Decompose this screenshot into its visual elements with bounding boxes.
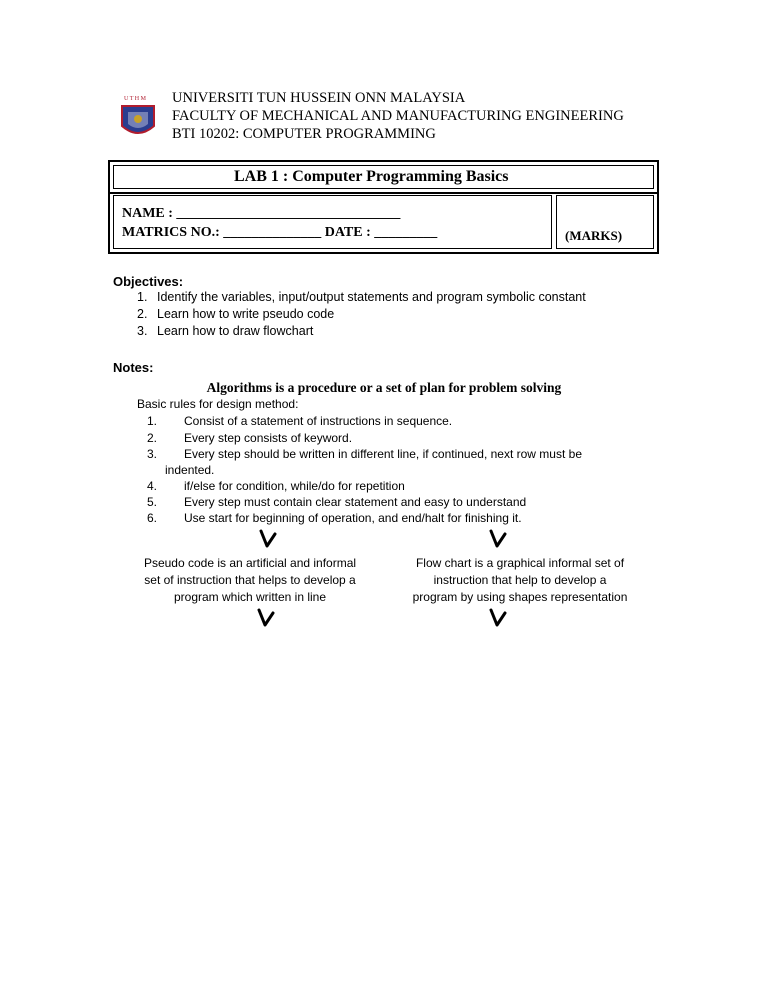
- objective-item: 3. Learn how to draw flowchart: [137, 324, 314, 338]
- objectives-heading: Objectives:: [113, 274, 184, 289]
- lab-title: LAB 1 : Computer Programming Basics: [234, 168, 509, 185]
- rule-item: 5. Every step must contain clear statement and easy to understand: [147, 495, 527, 509]
- course-name: BTI 10202: COMPUTER PROGRAMMING: [172, 126, 436, 142]
- matrics-date-field[interactable]: MATRICS NO.: ______________ DATE : _________: [122, 225, 438, 240]
- student-info-box: [108, 192, 659, 254]
- rule-item: 1. Consist of a statement of instructions in sequence.: [147, 414, 453, 428]
- faculty-name: FACULTY OF MECHANICAL AND MANUFACTURING ENGINEERING: [172, 108, 624, 124]
- arrow-down-icon: [256, 607, 276, 629]
- rule-item: 2. Every step consists of keyword.: [147, 431, 353, 445]
- arrow-down-icon: [488, 607, 508, 629]
- notes-heading: Notes:: [113, 360, 154, 375]
- uthm-logo: [114, 88, 162, 144]
- pseudo-code-description: Pseudo code is an artificial and informal set of instruction that helps to develop a program which written in line: [143, 556, 357, 604]
- arrow-down-icon: [258, 528, 278, 550]
- student-details: [113, 195, 552, 249]
- rule-item: 3. Every step should be written in different line, if continued, next row must be: [147, 447, 582, 461]
- arrow-down-icon: [488, 528, 508, 550]
- flow-chart-description: Flow chart is a graphical informal set of instruction that help to develop a program by using shapes representation: [412, 556, 628, 604]
- objective-item: 1. Identify the variables, input/output statements and program symbolic constant: [137, 290, 586, 304]
- rule-continuation: indented.: [165, 463, 215, 477]
- rule-item: 6. Use start for beginning of operation, and end/halt for finishing it.: [147, 511, 522, 525]
- objective-item: 2. Learn how to write pseudo code: [137, 307, 335, 321]
- name-field[interactable]: NAME : ________________________________: [122, 206, 401, 221]
- lab-title-box: [108, 160, 659, 194]
- algorithm-definition: Algorithms is a procedure or a set of plan for problem solving: [206, 380, 562, 395]
- rules-intro: Basic rules for design method:: [137, 397, 299, 411]
- marks-label: (MARKS): [565, 228, 623, 243]
- marks-box: [556, 195, 654, 249]
- logo-letters: U T H M: [124, 96, 146, 102]
- rule-item: 4. if/else for condition, while/do for repetition: [147, 479, 405, 493]
- university-name: UNIVERSITI TUN HUSSEIN ONN MALAYSIA: [172, 90, 466, 106]
